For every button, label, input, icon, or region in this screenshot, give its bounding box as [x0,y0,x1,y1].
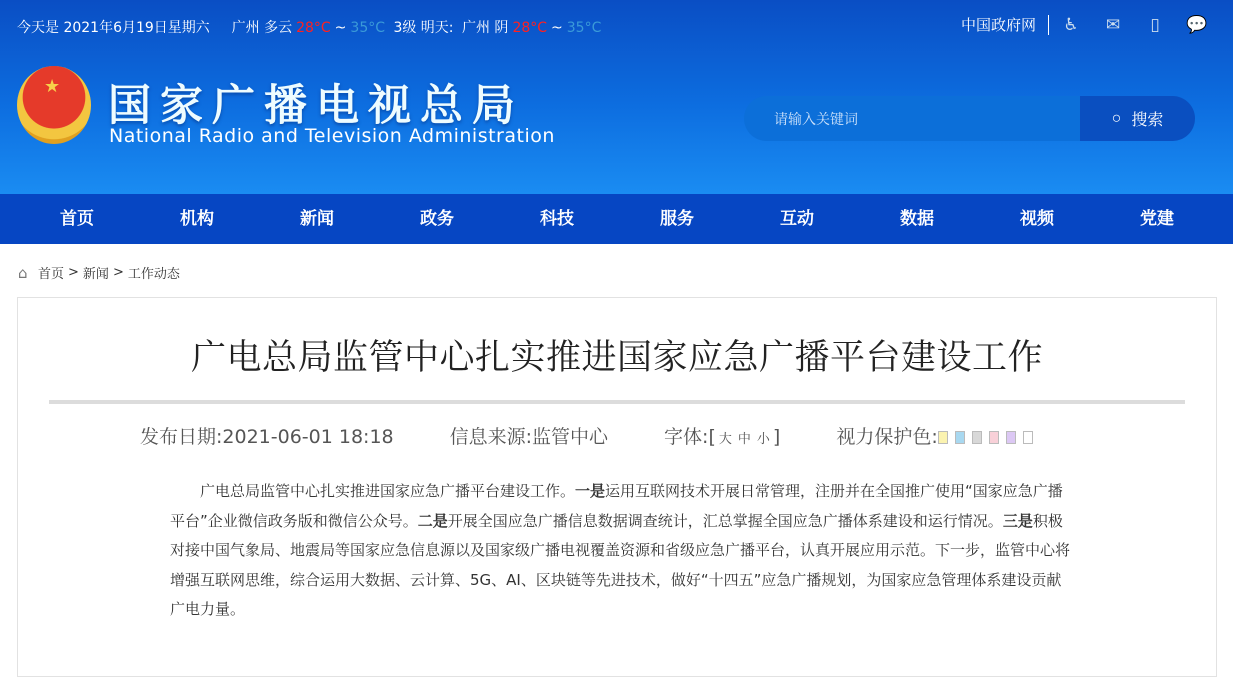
nav-video[interactable]: 视频 [1020,209,1054,229]
eye-color-swatch[interactable] [989,431,999,444]
nav-interaction[interactable]: 互动 [780,209,814,229]
nav-data[interactable]: 数据 [900,209,934,229]
nav-government[interactable]: 政务 [420,209,454,229]
mobile-icon[interactable]: ▯ [1150,14,1160,35]
body-text: 广电总局监管中心扎实推进国家应急广播平台建设工作。 [200,482,576,500]
eye-care-swatches [938,426,1040,448]
breadcrumb-separator: > [68,265,79,280]
body-text: 开展全国应急广播信息数据调查统计，汇总掌握全国应急广播体系建设和运行情况。 [447,511,1003,530]
eye-color-swatch[interactable] [972,431,982,444]
search-box [744,96,1195,141]
title-divider [49,400,1185,404]
date-text: 今天是 2021年6月19日星期六 [17,20,210,36]
accessibility-icon[interactable]: ♿ [1063,14,1079,35]
eye-color-swatch[interactable] [1023,431,1033,444]
wechat-icon[interactable]: 💬 [1186,14,1208,35]
tomorrow-weather: 广州 阴 [461,20,509,36]
article-body [170,477,1075,625]
eye-care-label: 视力保护色: [836,426,938,448]
font-large-button[interactable]: 大 [718,432,732,447]
today-weather: 广州 多云 [231,20,293,36]
body-text: 运用互联网技术开展日常管理，注册并在全国推广使用“国家应急广播平台”企业微信政务版和微信公众号。 [170,482,1063,530]
breadcrumb-work-news[interactable]: 工作动态 [127,267,180,282]
tilde: ~ [551,20,563,36]
tomorrow-temp-high: 28°C [512,20,548,36]
tilde: ~ [334,20,347,36]
source-label: 信息来源: [449,426,533,448]
emphasis-text: 三是 [1002,511,1033,530]
article-title: 广电总局监管中心扎实推进国家应急广播平台建设工作 [190,338,1043,378]
today-temp-high: 28°C [296,20,331,36]
divider [1048,15,1049,35]
search-button-label: 搜索 [1131,112,1164,129]
breadcrumb-news[interactable]: 新闻 [82,267,109,282]
breadcrumb-home[interactable]: 首页 [38,267,65,282]
nav-organization[interactable]: 机构 [180,209,214,229]
nav-home[interactable]: 首页 [60,209,94,229]
home-icon: ⌂ [18,263,28,282]
breadcrumb-separator: > [112,265,124,280]
gov-link[interactable]: 中国政府网 [960,16,1036,34]
breadcrumb [18,263,180,282]
body-text: 积极对接中国气象局、地震局等国家应急信息源以及国家级广播电视覆盖资源和省级应急广播平台，认真开展应用示范。下一步，监管中心将增强互联网思维，综合运用大数据、云计算、5G、AI、区块链等先进技术，做好“十四五”应急广播规划，为国家应急管理体系建设贡献广电力量。 [170,511,1071,618]
nav-technology[interactable]: 科技 [540,209,574,229]
mail-icon[interactable]: ✉ [1105,14,1121,35]
font-small-button[interactable]: 小 [756,432,770,447]
emphasis-text: 一是 [575,482,606,500]
search-button[interactable] [1080,96,1195,141]
nav-service[interactable]: 服务 [660,209,694,229]
logo-subtitle: National Radio and Television Administration [109,125,555,147]
font-label: 字体: [664,426,709,448]
logo-title: 国家广播电视总局 [108,81,524,131]
today-temp-low: 35°C [350,20,385,36]
article-meta: 发布日期:2021-06-01 18:18 信息来源:监管中心 字体:[ 大 中 小 ] 视力保护色: [18,422,1216,449]
wind-text: 3级 明天: [393,20,454,36]
search-input[interactable] [744,96,1080,141]
publish-date: 2021-06-01 18:18 [222,426,394,448]
font-medium-button[interactable]: 中 [737,432,751,447]
emphasis-text: 二是 [417,511,448,530]
source: 监管中心 [532,426,609,448]
nav-party[interactable]: 党建 [1140,209,1174,229]
eye-color-swatch[interactable] [955,431,965,444]
national-emblem-logo [17,66,91,144]
header [0,0,1233,194]
eye-color-swatch[interactable] [938,431,948,444]
top-links [961,14,1207,35]
date-label: 发布日期: [140,426,223,448]
search-icon: ○ [1111,109,1122,127]
article-card [17,297,1217,677]
weather-bar [17,17,605,37]
tomorrow-temp-low: 35°C [566,20,602,36]
main-nav [0,194,1233,244]
eye-color-swatch[interactable] [1006,431,1016,444]
nav-news[interactable]: 新闻 [300,209,334,229]
